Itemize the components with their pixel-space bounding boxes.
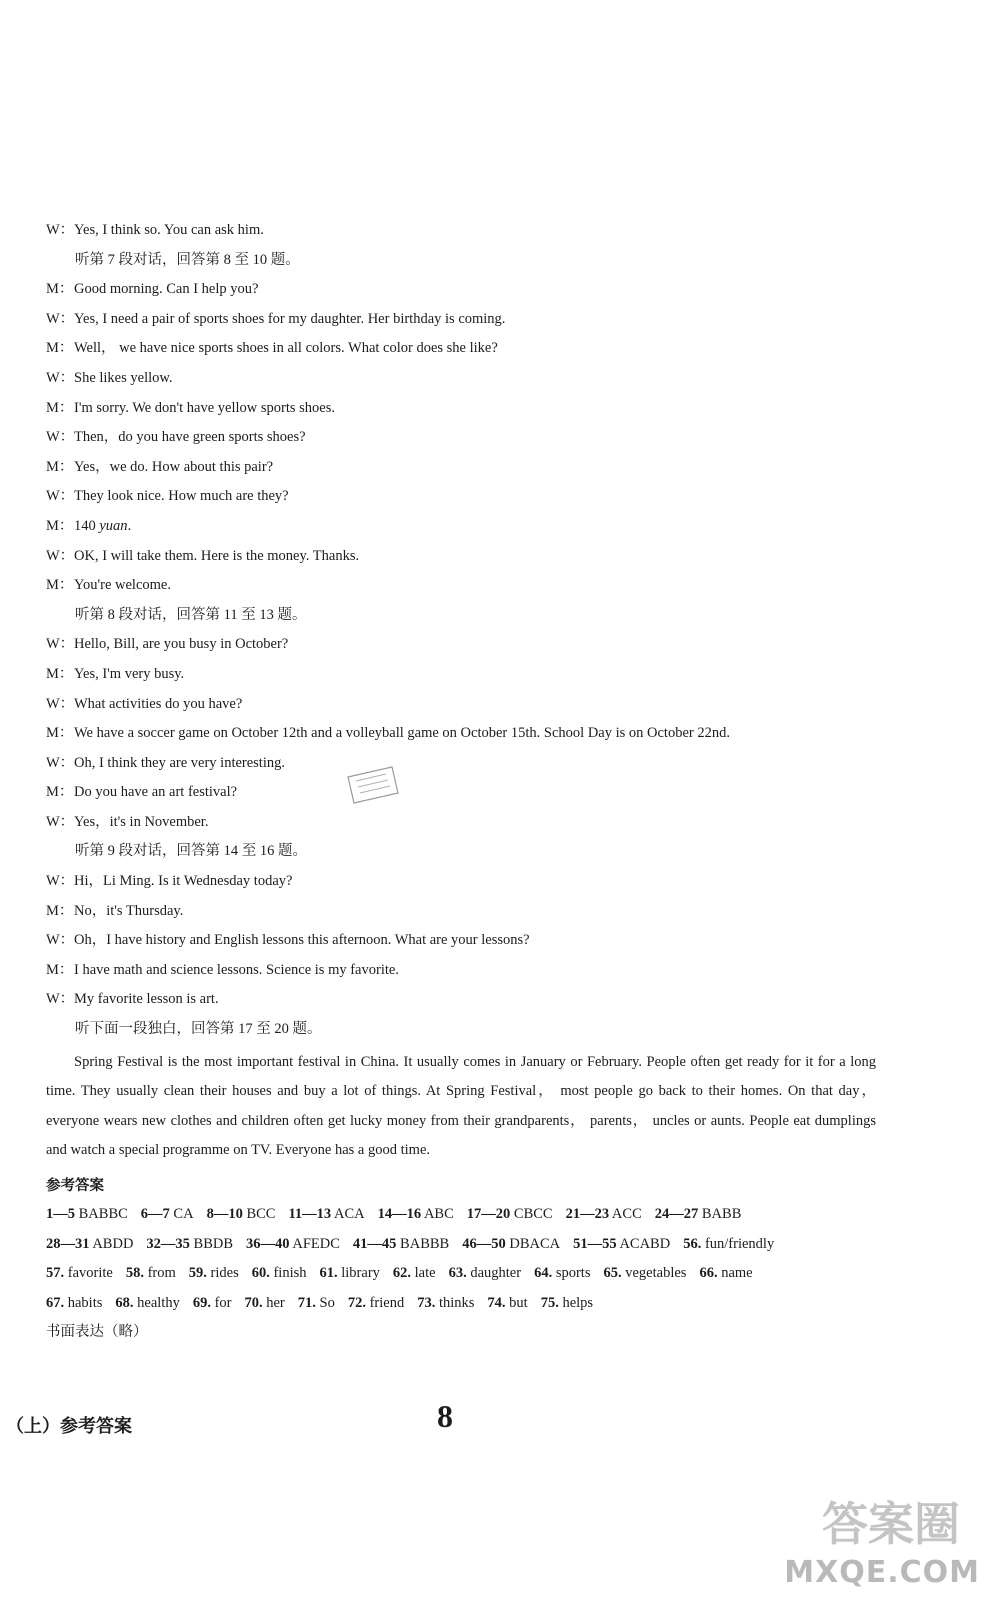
speaker-label: W： xyxy=(46,695,75,712)
answer-item xyxy=(146,1236,233,1252)
answer-row xyxy=(46,1200,876,1230)
answer-item xyxy=(46,1265,113,1281)
answer-value: fun/friendly xyxy=(704,1235,775,1252)
dialogue-text: What activities do you have? xyxy=(74,695,243,712)
answer-value: daughter xyxy=(470,1265,522,1282)
dialogue-text: My favorite lesson is art. xyxy=(74,991,219,1008)
stamp-mark xyxy=(342,763,402,807)
answer-item xyxy=(683,1236,774,1252)
answer-item xyxy=(566,1206,642,1222)
dialogue-line xyxy=(46,719,876,749)
answer-value: BCC xyxy=(246,1206,276,1222)
answer-item xyxy=(467,1206,553,1222)
speaker-label: W： xyxy=(46,547,75,564)
dialogue-line xyxy=(46,808,876,838)
answer-value: name xyxy=(721,1265,753,1282)
answer-value: favorite xyxy=(67,1265,113,1282)
dialogue-line xyxy=(46,571,876,601)
answer-item xyxy=(417,1295,474,1311)
answer-number: 61. xyxy=(319,1265,338,1282)
answer-number: 56. xyxy=(683,1235,702,1252)
answer-number: 32—35 xyxy=(146,1235,190,1252)
answer-item xyxy=(348,1295,404,1311)
answer-value: ABDD xyxy=(92,1235,134,1252)
answer-item xyxy=(353,1236,449,1252)
answer-value: but xyxy=(509,1294,528,1311)
answer-value: ACC xyxy=(611,1206,642,1222)
dialogue-line xyxy=(46,542,876,572)
speaker-label: M： xyxy=(46,399,74,416)
answer-row xyxy=(46,1230,876,1260)
answer-number: 68. xyxy=(115,1294,134,1311)
dialogue-line xyxy=(46,867,876,897)
answer-number: 8—10 xyxy=(206,1206,243,1222)
answer-key xyxy=(46,1200,876,1318)
answer-number: 51—55 xyxy=(573,1235,617,1252)
dialogue-line xyxy=(46,660,876,690)
answer-item xyxy=(378,1206,454,1222)
answer-value: helps xyxy=(562,1294,594,1311)
answer-number: 73. xyxy=(417,1294,436,1311)
watermark-logo xyxy=(784,1488,988,1598)
answers-title: 参考答案 xyxy=(46,1178,104,1194)
dialogue-text: No，it's Thursday. xyxy=(74,902,184,919)
answer-number: 75. xyxy=(540,1294,559,1311)
answer-number: 57. xyxy=(46,1265,65,1282)
dialogue-line xyxy=(46,926,876,956)
section-heading: 听第 7 段对话，回答第 8 至 10 题。 xyxy=(75,251,300,268)
dialogue-line xyxy=(46,423,876,453)
dialogue-text: I'm sorry. We don't have yellow sports shoes. xyxy=(74,399,335,416)
dialogue-text: Yes, I'm very busy. xyxy=(74,665,185,682)
dialogue-line xyxy=(46,690,876,720)
answer-value: sports xyxy=(555,1265,591,1282)
speaker-label: W： xyxy=(46,636,75,653)
answer-number: 28—31 xyxy=(46,1235,90,1252)
answer-item xyxy=(655,1206,742,1222)
dialogue-line xyxy=(46,216,876,246)
dialogue-text: Well， we have nice sports shoes in all colors. What color does she like? xyxy=(74,340,498,357)
answer-item xyxy=(189,1265,239,1281)
answer-item xyxy=(288,1206,364,1222)
dialogue-line xyxy=(46,778,876,808)
answer-item xyxy=(534,1265,590,1281)
speaker-label: W： xyxy=(46,429,75,446)
writing-note: 书面表达（略） xyxy=(46,1324,148,1341)
answer-number: 72. xyxy=(347,1294,366,1311)
answer-number: 71. xyxy=(297,1294,316,1311)
answer-item xyxy=(46,1236,133,1252)
speaker-label: M： xyxy=(46,725,74,742)
answer-value: library xyxy=(341,1265,380,1282)
answer-value: AFEDC xyxy=(292,1235,340,1252)
answer-item xyxy=(462,1236,560,1252)
answer-value: healthy xyxy=(137,1294,180,1311)
answer-number: 58. xyxy=(125,1265,144,1282)
speaker-label: M： xyxy=(46,665,74,682)
answer-number: 14—16 xyxy=(377,1206,422,1222)
section-heading: 听下面一段独白，回答第 17 至 20 题。 xyxy=(75,1021,322,1038)
dialogue-line xyxy=(46,394,876,424)
answer-value: ACA xyxy=(334,1206,365,1222)
speaker-label: M： xyxy=(46,458,74,475)
speaker-label: M： xyxy=(46,902,74,919)
dialogue-text: She likes yellow. xyxy=(74,369,173,386)
page-number: 8 xyxy=(437,1398,453,1434)
speaker-label: W： xyxy=(46,754,75,771)
answer-number: 1—5 xyxy=(46,1206,75,1222)
dialogue-text: 140 yuan. xyxy=(74,517,132,534)
footer-label: （上）参考答案 xyxy=(6,1416,132,1437)
speaker-label: W： xyxy=(46,488,75,505)
answer-number: 59. xyxy=(188,1265,207,1282)
answer-number: 70. xyxy=(244,1294,263,1311)
answer-number: 46—50 xyxy=(462,1235,506,1252)
answer-row xyxy=(46,1259,876,1289)
answer-value: rides xyxy=(210,1265,239,1282)
dialogue-text: Hi，Li Ming. Is it Wednesday today? xyxy=(74,873,293,890)
answer-item xyxy=(46,1206,128,1222)
answer-value: late xyxy=(414,1265,436,1282)
answer-number: 17—20 xyxy=(466,1206,511,1222)
dialogue-line xyxy=(46,512,876,542)
speaker-label: M： xyxy=(46,577,74,594)
speaker-label: M： xyxy=(46,340,74,357)
dialogue-line xyxy=(46,985,876,1015)
answer-number: 60. xyxy=(251,1265,270,1282)
dialogue-line xyxy=(46,630,876,660)
watermark-chinese: 答案圈 xyxy=(822,1497,960,1551)
answer-value: DBACA xyxy=(509,1235,561,1252)
dialogue-text: Do you have an art festival? xyxy=(74,784,238,801)
answer-number: 6—7 xyxy=(140,1206,170,1222)
answer-item xyxy=(126,1265,176,1281)
dialogue-line xyxy=(46,482,876,512)
answer-value: her xyxy=(266,1294,285,1311)
answer-value: BABB xyxy=(701,1206,742,1222)
answer-number: 62. xyxy=(392,1265,412,1282)
answer-item xyxy=(115,1295,179,1311)
answer-item xyxy=(298,1295,335,1311)
answer-value: CBCC xyxy=(513,1206,553,1222)
answer-number: 64. xyxy=(534,1265,553,1282)
answer-item xyxy=(603,1265,686,1281)
answer-number: 67. xyxy=(46,1294,65,1311)
answer-item xyxy=(487,1295,527,1311)
dialogue-line xyxy=(46,334,876,364)
dialogue-line xyxy=(46,305,876,335)
dialogue-text: Then，do you have green sports shoes? xyxy=(74,429,306,446)
answer-value: BBDB xyxy=(193,1235,234,1252)
speaker-label: W： xyxy=(46,813,75,830)
answer-item xyxy=(573,1236,670,1252)
transcript-content xyxy=(46,216,876,1348)
answer-item xyxy=(141,1206,194,1222)
answer-item xyxy=(449,1265,521,1281)
dialogue-line xyxy=(46,364,876,394)
speaker-label: M： xyxy=(46,961,74,978)
answer-item xyxy=(320,1265,380,1281)
dialogue-text: Yes, I think so. You can ask him. xyxy=(74,222,264,238)
answer-item xyxy=(246,1236,340,1252)
answer-item xyxy=(699,1265,752,1281)
answer-number: 21—23 xyxy=(565,1206,610,1222)
dialogue-line xyxy=(46,749,876,779)
dialogue-text: Yes，we do. How about this pair? xyxy=(74,458,274,475)
answer-value: BABBB xyxy=(400,1235,450,1252)
answer-value: BABBC xyxy=(78,1206,128,1222)
dialogue-line xyxy=(46,453,876,483)
answer-number: 63. xyxy=(448,1265,467,1282)
speaker-label: W： xyxy=(46,222,75,238)
dialogue-text: Good morning. Can I help you? xyxy=(74,281,259,298)
dialogue-text: You're welcome. xyxy=(74,577,171,594)
dialogue-text: We have a soccer game on October 12th and a volleyball game on October 15th. School Day is on October 22nd. xyxy=(74,725,730,742)
dialogue-section xyxy=(46,216,876,1045)
dialogue-text: Oh, I think they are very interesting. xyxy=(74,754,285,771)
answer-number: 36—40 xyxy=(246,1235,290,1252)
answer-item xyxy=(252,1265,307,1281)
dialogue-text: OK, I will take them. Here is the money. Thanks. xyxy=(74,547,360,564)
answer-item xyxy=(193,1295,232,1311)
section-heading: 听第 9 段对话，回答第 14 至 16 题。 xyxy=(75,843,307,860)
answer-number: 69. xyxy=(192,1294,211,1311)
monologue-paragraph: Spring Festival is the most important festival in China. It usually comes in January or February. People often get ready for it for a long time. They usually clean their houses and buy a lot of things. At Spring Festival， most people go back to their homes. On that day， everyone wears new clothes and children often get lucky money from their grandparents， parents， uncles or aunts. People eat dumplings and watch a special programme on TV. Everyone has a good time. xyxy=(46,1053,876,1159)
answer-item xyxy=(245,1295,285,1311)
answer-item xyxy=(393,1265,436,1281)
answer-value: for xyxy=(214,1294,232,1311)
answer-value: vegetables xyxy=(625,1265,687,1282)
answer-value: from xyxy=(147,1265,176,1282)
answer-value: habits xyxy=(67,1294,103,1311)
answer-value: So xyxy=(319,1294,335,1311)
answer-row xyxy=(46,1289,876,1319)
dialogue-line xyxy=(46,275,876,305)
dialogue-line xyxy=(46,897,876,927)
speaker-label: M： xyxy=(46,281,74,298)
answer-value: ABC xyxy=(423,1206,454,1222)
answer-number: 65. xyxy=(603,1265,622,1282)
answer-number: 74. xyxy=(487,1294,506,1311)
speaker-label: W： xyxy=(46,873,75,890)
answer-value: CA xyxy=(173,1206,194,1222)
dialogue-text: I have math and science lessons. Science is my favorite. xyxy=(74,961,399,978)
speaker-label: M： xyxy=(46,784,74,801)
answer-value: thinks xyxy=(438,1294,475,1311)
watermark-text: MXQE.COM xyxy=(784,1555,980,1590)
speaker-label: W： xyxy=(46,991,75,1008)
dialogue-line xyxy=(46,956,876,986)
dialogue-text: Yes，it's in November. xyxy=(74,813,209,830)
dialogue-text: Yes, I need a pair of sports shoes for my daughter. Her birthday is coming. xyxy=(74,310,506,327)
speaker-label: W： xyxy=(46,932,75,949)
answer-number: 41—45 xyxy=(352,1235,397,1252)
answer-number: 11—13 xyxy=(288,1206,332,1222)
speaker-label: W： xyxy=(46,369,75,386)
answer-value: finish xyxy=(273,1265,307,1282)
answer-value: ACABD xyxy=(619,1235,671,1252)
dialogue-text: Hello, Bill, are you busy in October? xyxy=(74,636,289,653)
answer-item xyxy=(46,1295,102,1311)
speaker-label: M： xyxy=(46,517,74,534)
dialogue-text: They look nice. How much are they? xyxy=(74,488,289,505)
answer-item xyxy=(541,1295,593,1311)
speaker-label: W： xyxy=(46,310,75,327)
answer-number: 66. xyxy=(699,1265,718,1282)
section-heading: 听第 8 段对话，回答第 11 至 13 题。 xyxy=(75,606,307,623)
dialogue-text: Oh，I have history and English lessons this afternoon. What are your lessons? xyxy=(74,932,530,949)
answer-item xyxy=(207,1206,276,1222)
answer-number: 24—27 xyxy=(654,1206,699,1222)
answer-value: friend xyxy=(369,1294,405,1311)
